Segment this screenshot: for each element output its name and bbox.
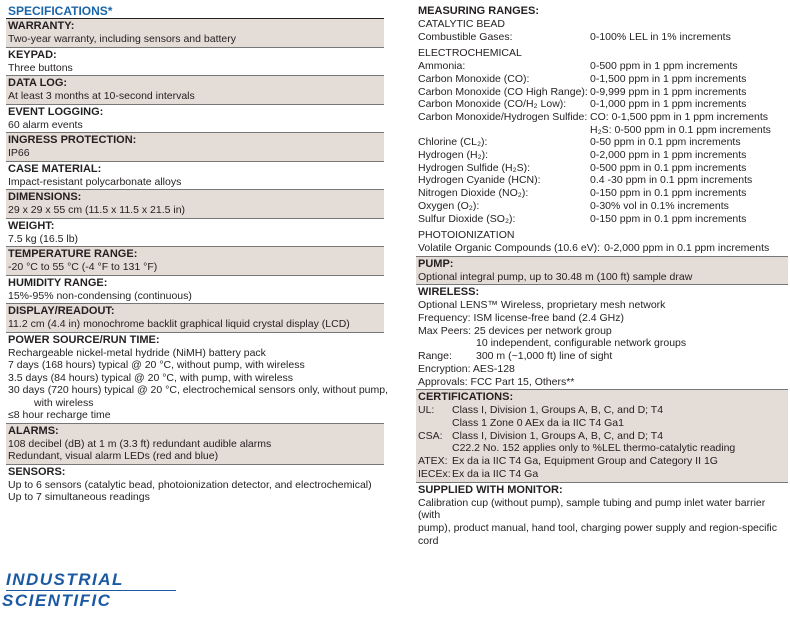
range-value: 0-500 ppm in 0.1 ppm increments [590,161,747,174]
range-gas: Hydrogen Sulfide (H₂S): [418,161,531,174]
range-gas: Carbon Monoxide (CO/H₂ Low): [418,98,567,111]
range-row [418,60,788,73]
pump-heading: PUMP: [418,257,454,270]
spec-line: Two-year warranty, including sensors and battery [8,33,236,45]
range-row [418,86,788,99]
range-row [418,98,788,111]
cert-value: Class I, Division 1, Groups A, B, C, and D; T4 [452,429,664,442]
range-row [418,200,788,213]
right-column [416,4,788,548]
cert-row [418,468,788,481]
supplied-line: pump), product manual, hand tool, charging power supply and region-specific cord [418,521,777,547]
range-row [418,242,788,255]
range-value: 0.4 -30 ppm in 0.1 ppm increments [590,174,753,187]
cert-body: UL: [418,404,435,417]
measuring-ranges [416,4,788,256]
wireless-intro: Optional LENS™ Wireless, proprietary mesh network [418,299,666,312]
spec-block [6,48,384,76]
cert-body [418,442,452,455]
spec-block [6,105,384,133]
spec-block [6,76,384,104]
spec-line: Redundant, visual alarm LEDs (red and blue) [8,450,219,462]
range-value: 0-2,000 ppm in 1 ppm increments [590,149,747,162]
pump-line: Optional integral pump, up to 30.48 m (100 ft) sample draw [418,270,693,283]
spec-heading: KEYPAD: [8,48,57,61]
wireless-range-label: Range: [418,350,452,363]
wireless-peers-groups: 10 independent, configurable network groups [476,337,687,350]
range-value: 0-1,500 ppm in 1 ppm increments [590,72,747,85]
range-row [418,31,788,44]
left-column [6,4,389,505]
range-row [418,111,788,124]
spec-line: Three buttons [8,61,73,74]
range-row [418,124,788,137]
certifications-rows [418,404,788,480]
wireless-heading: WIRELESS: [418,286,480,299]
spec-line: Up to 6 sensors (catalytic bead, photoionization detector, and electrochemical) [8,478,372,491]
supplied-spec [416,483,788,549]
spec-line: Impact-resistant polycarbonate alloys [8,175,182,188]
spec-heading: EVENT LOGGING: [8,105,104,118]
range-group-label: CATALYTIC BEAD [418,18,505,30]
spec-block [6,276,384,304]
range-gas: Chlorine (CL₂): [418,136,488,149]
measuring-groups [418,18,788,255]
spec-block [6,219,384,247]
range-value: 0-50 ppm in 0.1 ppm increments [590,136,741,149]
cert-body: ATEX: [418,455,448,468]
cert-value: Ex da ia IIC T4 Ga [452,467,539,480]
spec-line: IP66 [8,147,30,159]
spec-line: 11.2 cm (4.4 in) monochrome backlit graphical liquid crystal display (LCD) [8,318,350,330]
spec-block [6,304,384,332]
spec-heading: DATA LOG: [8,77,68,89]
range-gas: Hydrogen (H₂): [418,149,489,162]
supplied-line: Calibration cup (without pump), sample tubing and pump inlet water barrier (with [418,496,766,522]
logo-line-1: INDUSTRIAL [6,570,124,589]
cert-body: IECEx: [418,467,451,480]
spec-line: Up to 7 simultaneous readings [8,491,150,503]
range-value: 0-500 ppm in 1 ppm increments [590,60,738,73]
cert-value: Ex da ia IIC T4 Ga, Equipment Group and Category II 1G [452,455,718,468]
spec-line: ≤8 hour recharge time [8,409,111,421]
spec-line: 7.5 kg (16.5 lb) [8,232,79,245]
spec-block [6,247,384,275]
certifications-heading: CERTIFICATIONS: [418,391,514,404]
spec-heading: ALARMS: [8,424,59,437]
range-gas: Sulfur Dioxide (SO₂): [418,212,516,225]
spec-heading: DIMENSIONS: [8,191,82,203]
range-value: H₂S: 0-500 ppm in 0.1 ppm increments [590,123,771,136]
cert-value: C22.2 No. 152 applies only to %LEL thermo-catalytic reading [452,442,736,455]
range-group-label: ELECTROCHEMICAL [418,47,522,60]
range-row [418,149,788,162]
industrial-scientific-logo [2,570,176,610]
spec-heading: DISPLAY/READOUT: [8,305,115,317]
spec-block [6,190,384,218]
pump-spec [416,257,788,285]
spec-block [6,162,384,190]
spec-heading: CASE MATERIAL: [8,162,102,175]
spec-line: 15%-95% non-condensing (continuous) [8,289,192,302]
spec-block [6,133,384,161]
logo-line-2: SCIENTIFIC [2,591,112,610]
cert-row [418,404,788,417]
wireless-encryption: Encryption: AES-128 [418,362,515,375]
range-row [418,136,788,149]
wireless-peers: Max Peers: 25 devices per network group [418,324,612,337]
spec-heading: POWER SOURCE/RUN TIME: [8,333,160,346]
cert-row [418,417,788,430]
spec-line: -20 °C to 55 °C (-4 °F to 131 °F) [8,261,158,273]
supplied-heading: SUPPLIED WITH MONITOR: [418,483,563,496]
range-gas: Carbon Monoxide (CO High Range): [418,85,588,98]
range-value: 0-9,999 ppm in 1 ppm increments [590,85,747,98]
range-row [418,213,788,226]
spec-heading: SENSORS: [8,465,66,478]
spec-line: 30 days (720 hours) typical @ 20 °C, electrochemical sensors only, without pump, [8,384,389,396]
range-row [418,187,788,200]
spec-heading: INGRESS PROTECTION: [8,134,137,146]
wireless-spec [416,285,788,389]
page-title: SPECIFICATIONS* [6,4,384,19]
wireless-frequency: Frequency: ISM license-free band (2.4 GHz) [418,312,625,325]
range-row [418,162,788,175]
spec-heading: HUMIDITY RANGE: [8,276,108,289]
range-gas: Combustible Gases: [418,30,513,43]
range-gas: Carbon Monoxide (CO): [418,72,530,85]
spec-heading: WARRANTY: [8,20,75,32]
cert-value: Class 1 Zone 0 AEx da ia IIC T4 Ga1 [452,416,624,429]
cert-body: CSA: [418,429,443,442]
spec-line: At least 3 months at 10-second intervals [8,90,195,102]
measuring-heading: MEASURING RANGES: [418,5,540,17]
spec-block [6,19,384,47]
spec-line: 3.5 days (84 hours) typical @ 20 °C, with pump, with wireless [8,371,294,384]
wireless-range-value: 300 m (~1,000 ft) line of sight [476,350,613,363]
spec-line: 29 x 29 x 55 cm (11.5 x 11.5 x 21.5 in) [8,204,186,216]
cert-row [418,430,788,443]
range-gas: Hydrogen Cyanide (HCN): [418,174,541,187]
spec-line: Rechargeable nickel-metal hydride (NiMH) battery pack [8,346,266,359]
range-value: CO: 0-1,500 ppm in 1 ppm increments [590,110,768,123]
cert-body [418,417,452,430]
spec-block [6,465,384,505]
spec-block [6,424,384,464]
range-value: 0-100% LEL in 1% increments [590,30,731,43]
range-value: 0-30% vol in 0.1% increments [590,199,729,212]
cert-value: Class I, Division 1, Groups A, B, C, and D; T4 [452,404,664,417]
range-value: 0-2,000 ppm in 0.1 ppm increments [604,241,770,254]
wireless-approvals: Approvals: FCC Part 15, Others** [418,375,575,388]
spec-line: 108 decibel (dB) at 1 m (3.3 ft) redundant audible alarms [8,437,272,450]
cert-row [418,442,788,455]
certifications-spec [416,390,788,481]
range-value: 0-150 ppm in 0.1 ppm increments [590,212,747,225]
range-gas: Ammonia: [418,60,466,73]
range-row [418,174,788,187]
spec-heading: WEIGHT: [8,219,55,232]
range-value: 0-1,000 ppm in 1 ppm increments [590,98,747,111]
cert-row [418,455,788,468]
range-row [418,73,788,86]
spec-heading: TEMPERATURE RANGE: [8,248,138,260]
range-gas [418,124,590,137]
left-specs [6,19,389,505]
range-value: 0-150 ppm in 0.1 ppm increments [590,187,747,200]
range-group-label: PHOTOIONIZATION [418,229,515,242]
spec-block [6,333,389,423]
spec-line: with wireless [34,396,94,409]
range-gas: Volatile Organic Compounds (10.6 eV): [418,241,601,254]
range-gas: Oxygen (O₂): [418,199,480,212]
spec-line: 60 alarm events [8,118,83,131]
spec-line: 7 days (168 hours) typical @ 20 °C, without pump, with wireless [8,359,305,371]
range-gas: Carbon Monoxide/Hydrogen Sulfide: [418,110,588,123]
range-gas: Nitrogen Dioxide (NO₂): [418,187,529,200]
